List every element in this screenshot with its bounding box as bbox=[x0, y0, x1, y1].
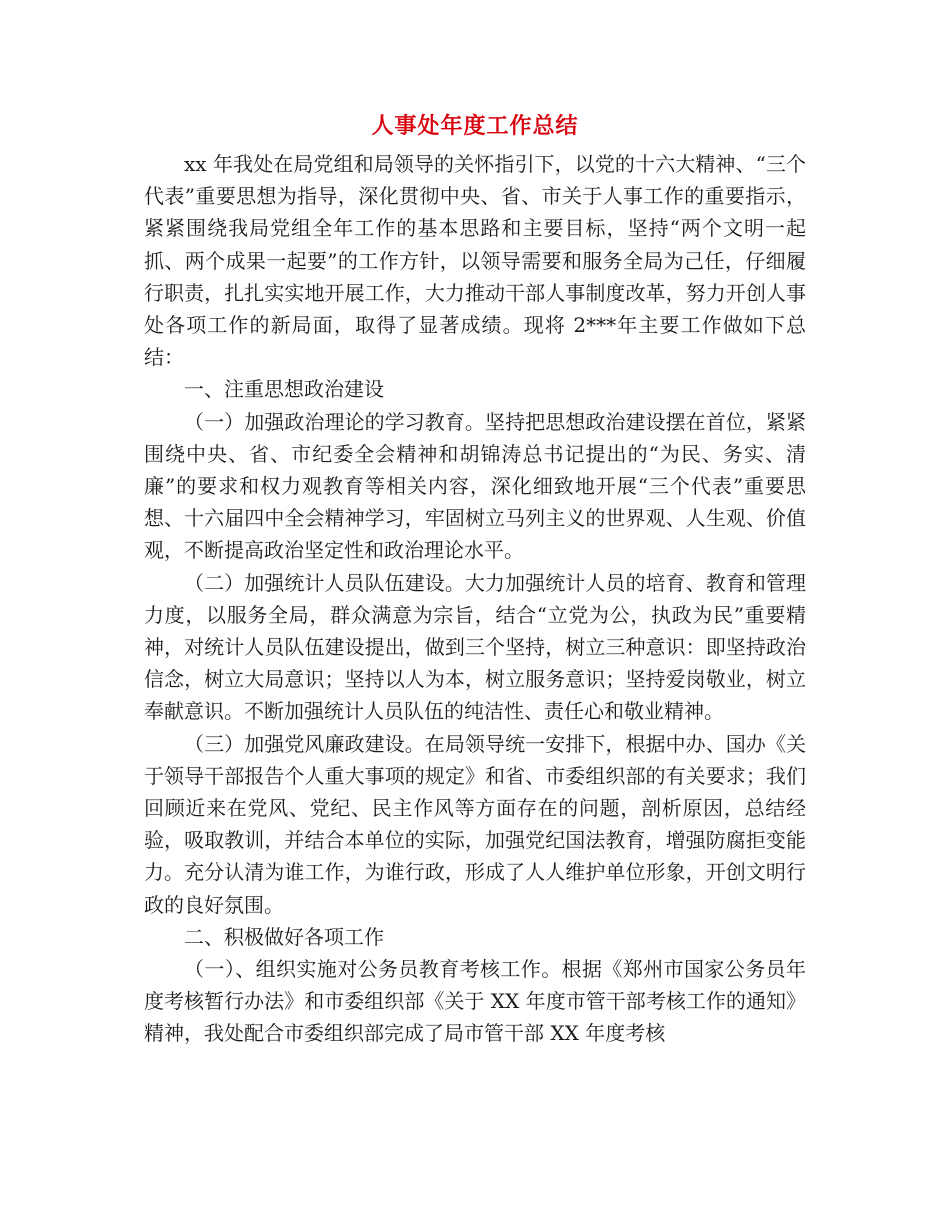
paragraph-1-3: （三）加强党风廉政建设。在局领导统一安排下，根据中办、国办《关于领导干部报告个人重大事项的规定》和省、市委组织部的有关要求；我们回顾近来在党风、党纪、民主作风等方面存在的问题，剖析原因，总结经验，吸取教训，并结合本单位的实际，加强党纪国法教育，增强防腐拒变能力。充分认清为谁工作，为谁行政，形成了人人维护单位形象，开创文明行政的良好氛围。 bbox=[144, 731, 806, 917]
document-body bbox=[144, 148, 806, 1050]
paragraph-1-2: （二）加强统计人员队伍建设。大力加强统计人员的培育、教育和管理力度，以服务全局，群众满意为宗旨，结合“立党为公，执政为民”重要精神，对统计人员队伍建设提出，做到三个坚持，树立三种意识：即坚持政治信念，树立大局意识；坚持以人为本，树立服务意识；坚持爱岗敬业，树立奉献意识。不断加强统计人员队伍的纯洁性、责任心和敬业精神。 bbox=[144, 570, 806, 724]
document-title: 人事处年度工作总结 bbox=[371, 113, 579, 139]
section-heading-2: 二、积极做好各项工作 bbox=[184, 924, 384, 949]
paragraph-2-1: （一）、组织实施对公务员教育考核工作。根据《郑州市国家公务员年度考核暂行办法》和市委组织部《关于 XX 年度市管干部考核工作的通知》精神，我处配合市委组织部完成了局市管干部 XX 年度考核 bbox=[144, 957, 806, 1046]
paragraph-1-1: （一）加强政治理论的学习教育。坚持把思想政治建设摆在首位，紧紧围绕中央、省、市纪委全会精神和胡锦涛总书记提出的“为民、务实、清廉”的要求和权力观教育等相关内容，深化细致地开展“三个代表”重要思想、十六届四中全会精神学习，牢固树立马列主义的世界观、人生观、价值观，不断提高政治坚定性和政治理论水平。 bbox=[144, 409, 806, 563]
paragraph-intro: xx 年我处在局党组和局领导的关怀指引下，以党的十六大精神、“三个代表”重要思想为指导，深化贯彻中央、省、市关于人事工作的重要指示，紧紧围绕我局党组全年工作的基本思路和主要目标，坚持“两个文明一起抓、两个成果一起要”的工作方针，以领导需要和服务全局为己任，仔细履行职责，扎扎实实地开展工作，大力推动干部人事制度改革，努力开创人事处各项工作的新局面，取得了显著成绩。现将 2***年主要工作做如下总结： bbox=[144, 152, 806, 370]
section-heading-1: 一、注重思想政治建设 bbox=[184, 377, 384, 402]
